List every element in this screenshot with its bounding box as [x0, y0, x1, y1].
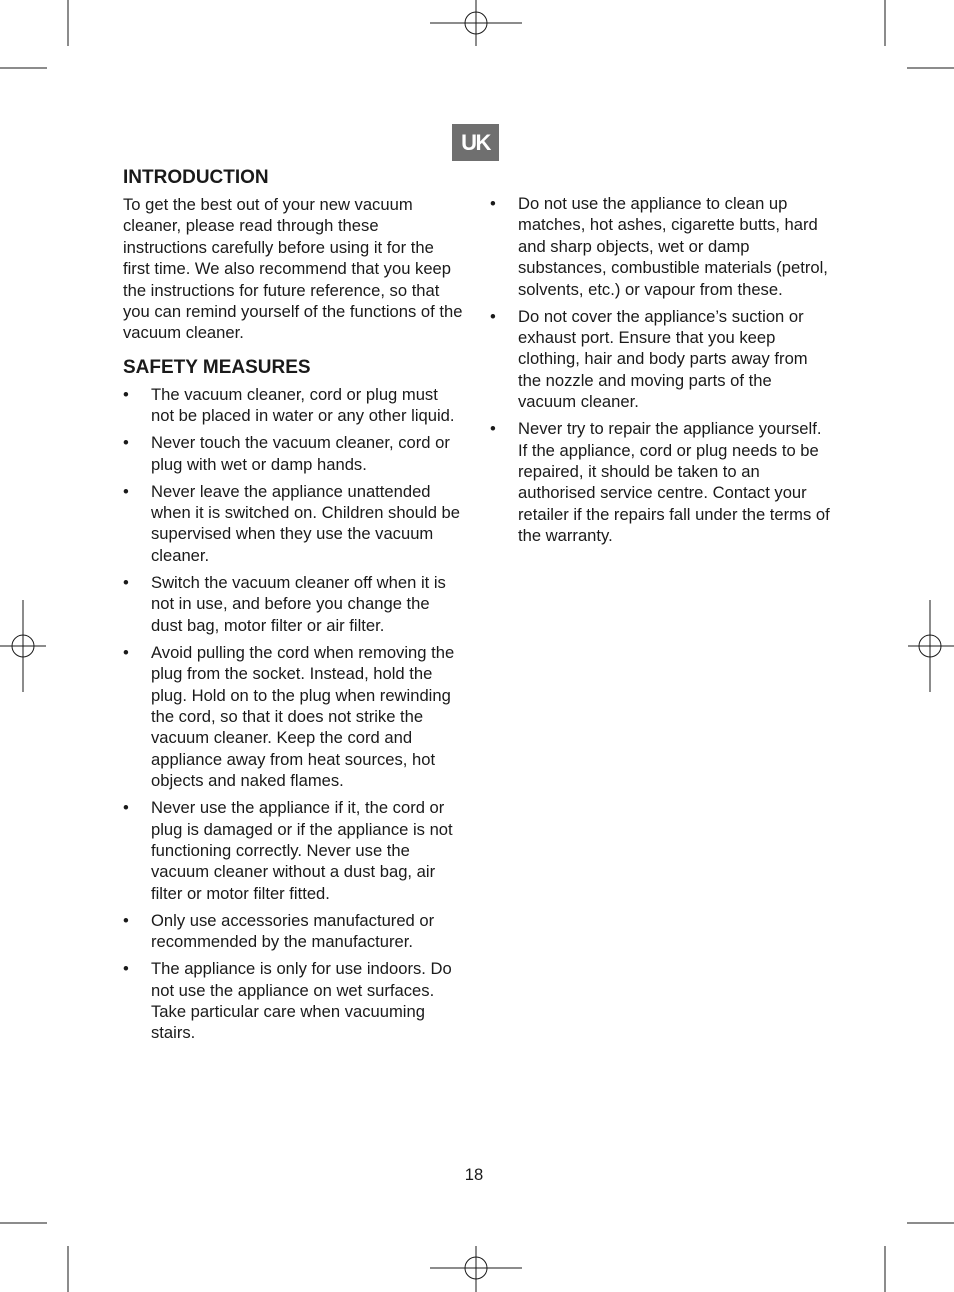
page-number: 18 — [464, 1165, 484, 1184]
list-item: • Switch the vacuum cleaner off when it is not in use, and before you change the dust bag, motor filter or air filter. — [123, 572, 465, 636]
introduction-body: To get the best out of your new vacuum cleaner, please read through these instructions carefully before using it for the first time. We also recommend that you keep the instructions for future reference, so that you can remind yourself of the functions of the vacuum cleaner. — [123, 195, 463, 343]
list-item: • Never try to repair the appliance yourself. If the appliance, cord or plug needs to be repaired, it should be taken to an authorised service centre. Contact your retailer if the repairs fall under the terms of the warranty. — [490, 418, 832, 546]
list-item: • The appliance is only for use indoors. Do not use the appliance on wet surfaces. Take particular care when vacuuming stairs. — [123, 958, 465, 1044]
language-badge: UK — [452, 124, 499, 161]
list-item: • Do not use the appliance to clean up matches, hot ashes, cigarette butts, hard and sharp objects, wet or damp substances, combustible materials (petrol, solvents, etc.) or vapour from these. — [490, 193, 832, 300]
list-item: • Avoid pulling the cord when removing the plug from the socket. Instead, hold the plug. Hold on to the plug when rewinding the cord, so that it does not strike the vacuum cleaner. Keep the cord and appliance away from heat sources, hot objects and naked flames. — [123, 642, 465, 792]
list-item: • Never leave the appliance unattended when it is switched on. Children should be supervised when they use the vacuum cleaner. — [123, 481, 465, 567]
introduction-heading: INTRODUCTION — [123, 167, 269, 188]
list-item: • Do not cover the appliance’s suction or exhaust port. Ensure that you keep clothing, hair and body parts away from the nozzle and moving parts of the vacuum cleaner. — [490, 306, 832, 413]
list-item: • Never use the appliance if it, the cord or plug is damaged or if the appliance is not functioning correctly. Never use the vacuum cleaner without a dust bag, air filter or motor filter fitted. — [123, 797, 465, 904]
safety-heading: SAFETY MEASURES — [123, 356, 311, 378]
safety-list-left — [123, 384, 465, 1044]
list-item: • Never touch the vacuum cleaner, cord or plug with wet or damp hands. — [123, 432, 465, 475]
list-item: • Only use accessories manufactured or recommended by the manufacturer. — [123, 910, 465, 953]
safety-list-right — [490, 193, 832, 547]
right-column — [490, 193, 832, 552]
left-column — [123, 166, 465, 1049]
list-item: • The vacuum cleaner, cord or plug must not be placed in water or any other liquid. — [123, 384, 465, 427]
